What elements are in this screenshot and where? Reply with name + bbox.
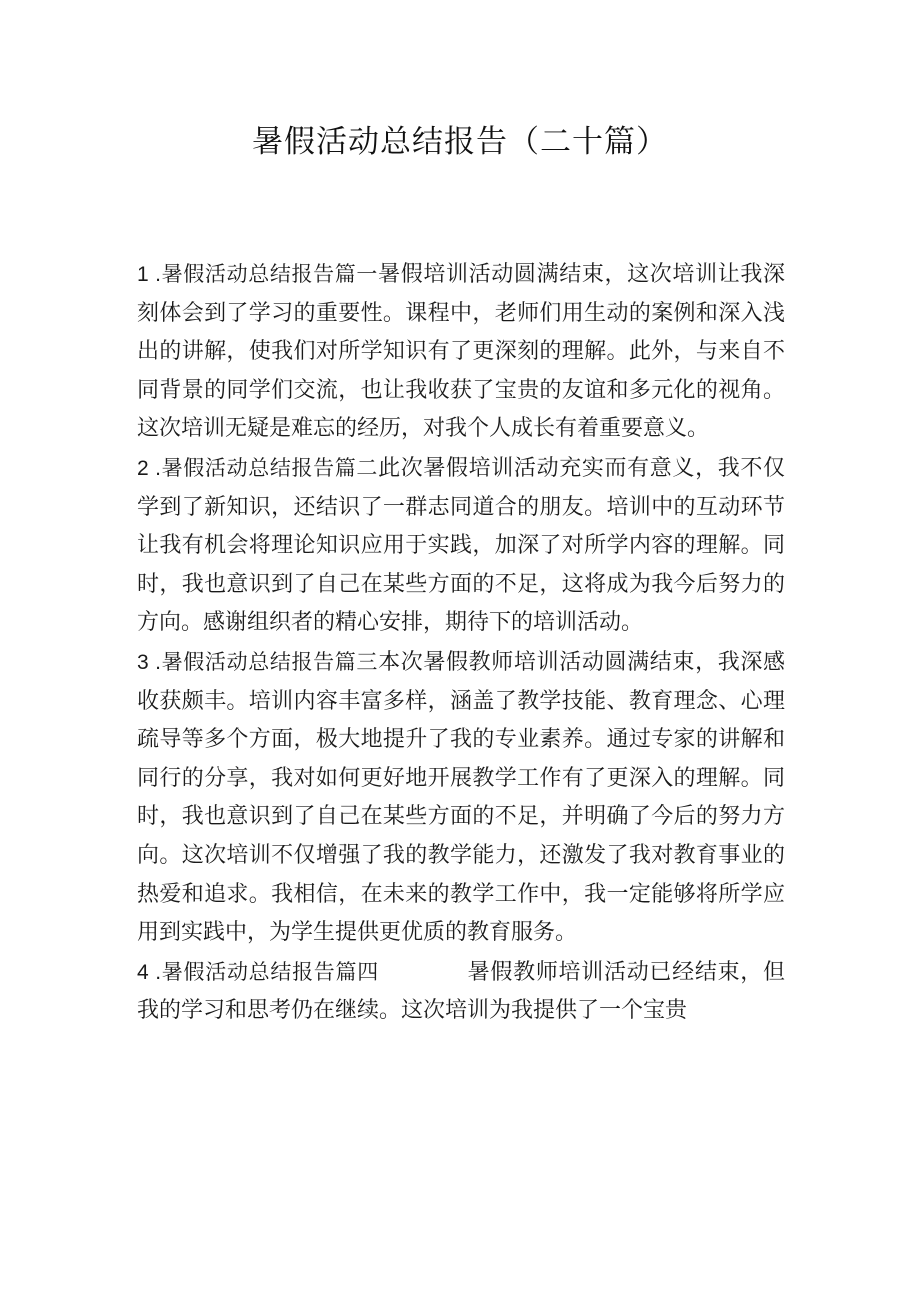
paragraph-text: 暑假培训活动圆满结束，这次培训让我深刻体会到了学习的重要性。课程中，老师们用生动的案例和深入浅出的讲解，使我们对所学知识有了更深刻的理解。此外，与来自不同背景的同学们交流，也让我收获了宝贵的友谊和多元化的视角。这次培训无疑是难忘的经历，对我个人成长有着重要意义。 — [137, 262, 785, 442]
paragraph-text: 暑假教师培训活动已经结束，但我的学习和思考仍在继续。这次培训为我提供了一个宝贵 — [137, 959, 785, 1024]
paragraph-number: 2 . — [137, 456, 161, 480]
paragraph-text: 本次暑假教师培训活动圆满结束，我深感收获颇丰。培训内容丰富多样，涵盖了教学技能、教育理念、心理疏导等多个方面，极大地提升了我的专业素养。通过专家的讲解和同行的分享，我对如何更好地开展教学工作有了更深入的理解。同时，我也意识到了自己在某些方面的不足，并明确了今后的努力方向。这次培训不仅增强了我的教学能力，还激发了我对教育事业的热爱和追求。我相信，在未来的教学工作中，我一定能够将所学应用到实践中，为学生提供更优质的教育服务。 — [137, 649, 785, 946]
paragraph-4 — [137, 953, 785, 1031]
paragraph-heading: 暑假活动总结报告篇三 — [161, 649, 379, 674]
paragraph-text: 此次暑假培训活动充实而有意义，我不仅学到了新知识，还结识了一群志同道合的朋友。培训中的互动环节让我有机会将理论知识应用于实践，加深了对所学内容的理解。同时，我也意识到了自己在某些方面的不足，这将成为我今后努力的方向。感谢组织者的精心安排，期待下的培训活动。 — [137, 455, 785, 636]
paragraph-heading: 暑假活动总结报告篇二 — [161, 455, 379, 480]
paragraph-number: 3 . — [137, 650, 161, 674]
paragraph-number: 1 . — [137, 263, 161, 286]
paragraph-1 — [137, 255, 785, 449]
paragraph-2 — [137, 449, 785, 643]
paragraph-heading: 暑假活动总结报告篇四 — [161, 959, 379, 984]
paragraph-heading: 暑假活动总结报告篇一 — [161, 262, 379, 286]
document-title: 暑假活动总结报告（二十篇） — [252, 124, 668, 160]
document-body — [137, 255, 785, 1031]
paragraph-number: 4 . — [137, 960, 162, 984]
paragraph-3 — [137, 643, 785, 953]
